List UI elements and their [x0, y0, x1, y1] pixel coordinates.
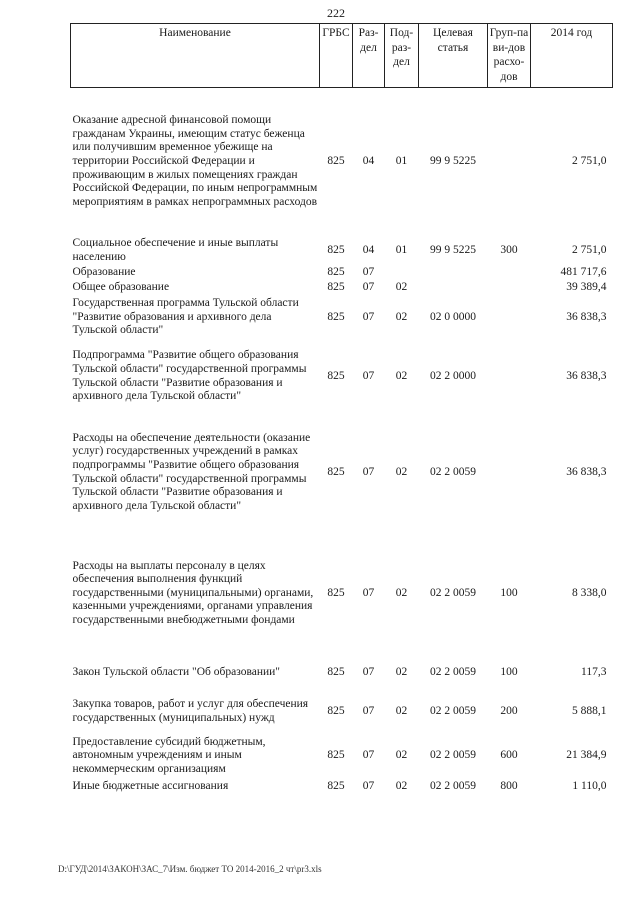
row-section: 07: [362, 310, 375, 323]
row-target-article: 02 2 0059: [430, 665, 476, 678]
footer-file-path: D:\ГУД\2014\ЗАКОН\ЗАС_7\Изм. бюджет ТО 2014-2016_2 чт\pr3.xls: [58, 864, 322, 874]
column-header-year: 2014 год: [531, 24, 613, 88]
row-name: Образование: [72, 266, 136, 279]
row-subsection: 02: [395, 369, 408, 382]
table-row: [71, 281, 613, 296]
row-grbs: 825: [327, 266, 345, 279]
row-grbs: 825: [327, 586, 345, 599]
row-name: Социальное обеспечение и иные выплаты населению: [72, 236, 279, 263]
row-section: 07: [362, 665, 375, 678]
row-name: Закупка товаров, работ и услуг для обеспечения государственных (муниципальных) нужд: [72, 697, 309, 724]
row-amount-2014: 1 110,0: [572, 779, 607, 792]
row-grbs: 825: [327, 243, 345, 256]
row-section: 07: [362, 704, 375, 717]
row-section: 07: [362, 779, 375, 792]
row-expense-group: [488, 296, 531, 340]
column-header-subsection: Под-раз-дел: [385, 24, 419, 88]
row-target-article: 02 2 0059: [430, 749, 476, 762]
row-target-article: 02 2 0059: [430, 779, 476, 792]
table-row: [71, 532, 613, 656]
table-row: [71, 690, 613, 734]
row-section: 04: [362, 243, 375, 256]
row-grbs: 825: [327, 369, 345, 382]
row-grbs: 825: [327, 154, 345, 167]
row-name: Оказание адресной финансовой помощи гражданам Украины, имеющим статус беженца или получившим временное убежище на территории Российской Федерации и проживающим в жилых помещениях граждан Российской Федерации, по иным непрограммным мероприятиям в рамках непрограммных расходов: [72, 114, 318, 208]
row-target-article: 99 9 5225: [430, 243, 476, 256]
row-expense-group: [488, 414, 531, 532]
row-amount-2014: 36 838,3: [566, 465, 607, 478]
row-section: 04: [362, 154, 375, 167]
row-amount-2014: 2 751,0: [572, 243, 607, 256]
row-section: 07: [362, 266, 375, 279]
row-amount-2014: 21 384,9: [566, 749, 607, 762]
table-row: [71, 779, 613, 795]
row-name: Общее образование: [72, 281, 170, 294]
row-subsection: 01: [395, 154, 408, 167]
row-section: 07: [362, 369, 375, 382]
row-target-article: 02 2 0059: [430, 465, 476, 478]
row-target-article: 02 2 0000: [430, 369, 476, 382]
row-expense-group: 100: [500, 665, 518, 678]
row-section: 07: [362, 586, 375, 599]
row-target-article: 02 2 0059: [430, 704, 476, 717]
row-section: 07: [362, 465, 375, 478]
row-name: Государственная программа Тульской области "Развитие образования и архивного дела Тульской области": [72, 297, 299, 337]
row-target-article: 99 9 5225: [430, 154, 476, 167]
row-grbs: 825: [327, 281, 345, 294]
row-target-article: 02 0 0000: [430, 310, 476, 323]
row-name: Закон Тульской области "Об образовании": [72, 665, 280, 678]
row-amount-2014: 2 751,0: [572, 154, 607, 167]
table-row: [71, 656, 613, 690]
row-target-article: [419, 266, 488, 281]
row-subsection: 02: [395, 704, 408, 717]
row-expense-group: 100: [500, 586, 518, 599]
row-expense-group: [488, 266, 531, 281]
row-grbs: 825: [327, 779, 345, 792]
row-subsection: 02: [395, 281, 408, 294]
column-header-group: Груп-па ви-дов расхо-дов: [488, 24, 531, 88]
table-row: [71, 266, 613, 281]
row-name: Подпрограмма "Развитие общего образования Тульской области" государственной программы Тульской области "Развитие образования и архивного дела Тульской области": [72, 349, 307, 403]
row-subsection: 02: [395, 586, 408, 599]
table-row: [71, 236, 613, 266]
row-expense-group: [488, 340, 531, 414]
row-name: Расходы на выплаты персоналу в целях обеспечения выполнения функций государственными (муниципальными) органами, казенными учреждениями, органами управления государственными внебюджетными фондами: [72, 559, 314, 626]
row-amount-2014: 39 389,4: [566, 281, 607, 294]
row-expense-group: 800: [500, 779, 518, 792]
row-grbs: 825: [327, 749, 345, 762]
table-row: [71, 734, 613, 779]
row-expense-group: 200: [500, 704, 518, 717]
table-row: [71, 296, 613, 340]
table-row: [71, 414, 613, 532]
column-header-grbs: ГРБС: [320, 24, 353, 88]
row-section: 07: [362, 749, 375, 762]
column-header-target: Целевая статья: [419, 24, 488, 88]
row-grbs: 825: [327, 465, 345, 478]
row-expense-group: [488, 281, 531, 296]
row-subsection: 02: [395, 465, 408, 478]
row-grbs: 825: [327, 310, 345, 323]
row-expense-group: 600: [500, 749, 518, 762]
row-expense-group: [488, 88, 531, 236]
table-header-row: [71, 24, 613, 88]
row-name: Расходы на обеспечение деятельности (оказание услуг) государственных учреждений в рамках подпрограммы "Развитие общего образования Тульской области" государственной программы Тульской области "Развитие образования и архивного дела Тульской области": [72, 431, 311, 512]
row-amount-2014: 8 338,0: [572, 586, 607, 599]
budget-table: [70, 23, 613, 795]
row-amount-2014: 117,3: [581, 665, 607, 678]
row-target-article: [419, 281, 488, 296]
row-name: Иные бюджетные ассигнования: [72, 779, 229, 792]
column-header-name: Наименование: [71, 24, 320, 88]
row-subsection: 02: [395, 779, 408, 792]
row-target-article: 02 2 0059: [430, 586, 476, 599]
row-amount-2014: 36 838,3: [566, 310, 607, 323]
row-expense-group: 300: [500, 243, 518, 256]
row-amount-2014: 36 838,3: [566, 369, 607, 382]
row-subsection: 02: [395, 310, 408, 323]
column-header-section: Раз-дел: [353, 24, 385, 88]
row-subsection: 02: [395, 665, 408, 678]
row-subsection: 02: [395, 749, 408, 762]
row-subsection: [385, 266, 419, 281]
row-grbs: 825: [327, 665, 345, 678]
row-amount-2014: 481 717,6: [560, 266, 607, 279]
table-row: [71, 88, 613, 236]
row-grbs: 825: [327, 704, 345, 717]
row-name: Предоставление субсидий бюджетным, автономным учреждениям и иным некоммерческим организациям: [72, 735, 266, 775]
row-amount-2014: 5 888,1: [572, 704, 607, 717]
page-number: 222: [327, 6, 345, 20]
table-row: [71, 340, 613, 414]
row-subsection: 01: [395, 243, 408, 256]
table-body: [71, 88, 613, 795]
row-section: 07: [362, 281, 375, 294]
